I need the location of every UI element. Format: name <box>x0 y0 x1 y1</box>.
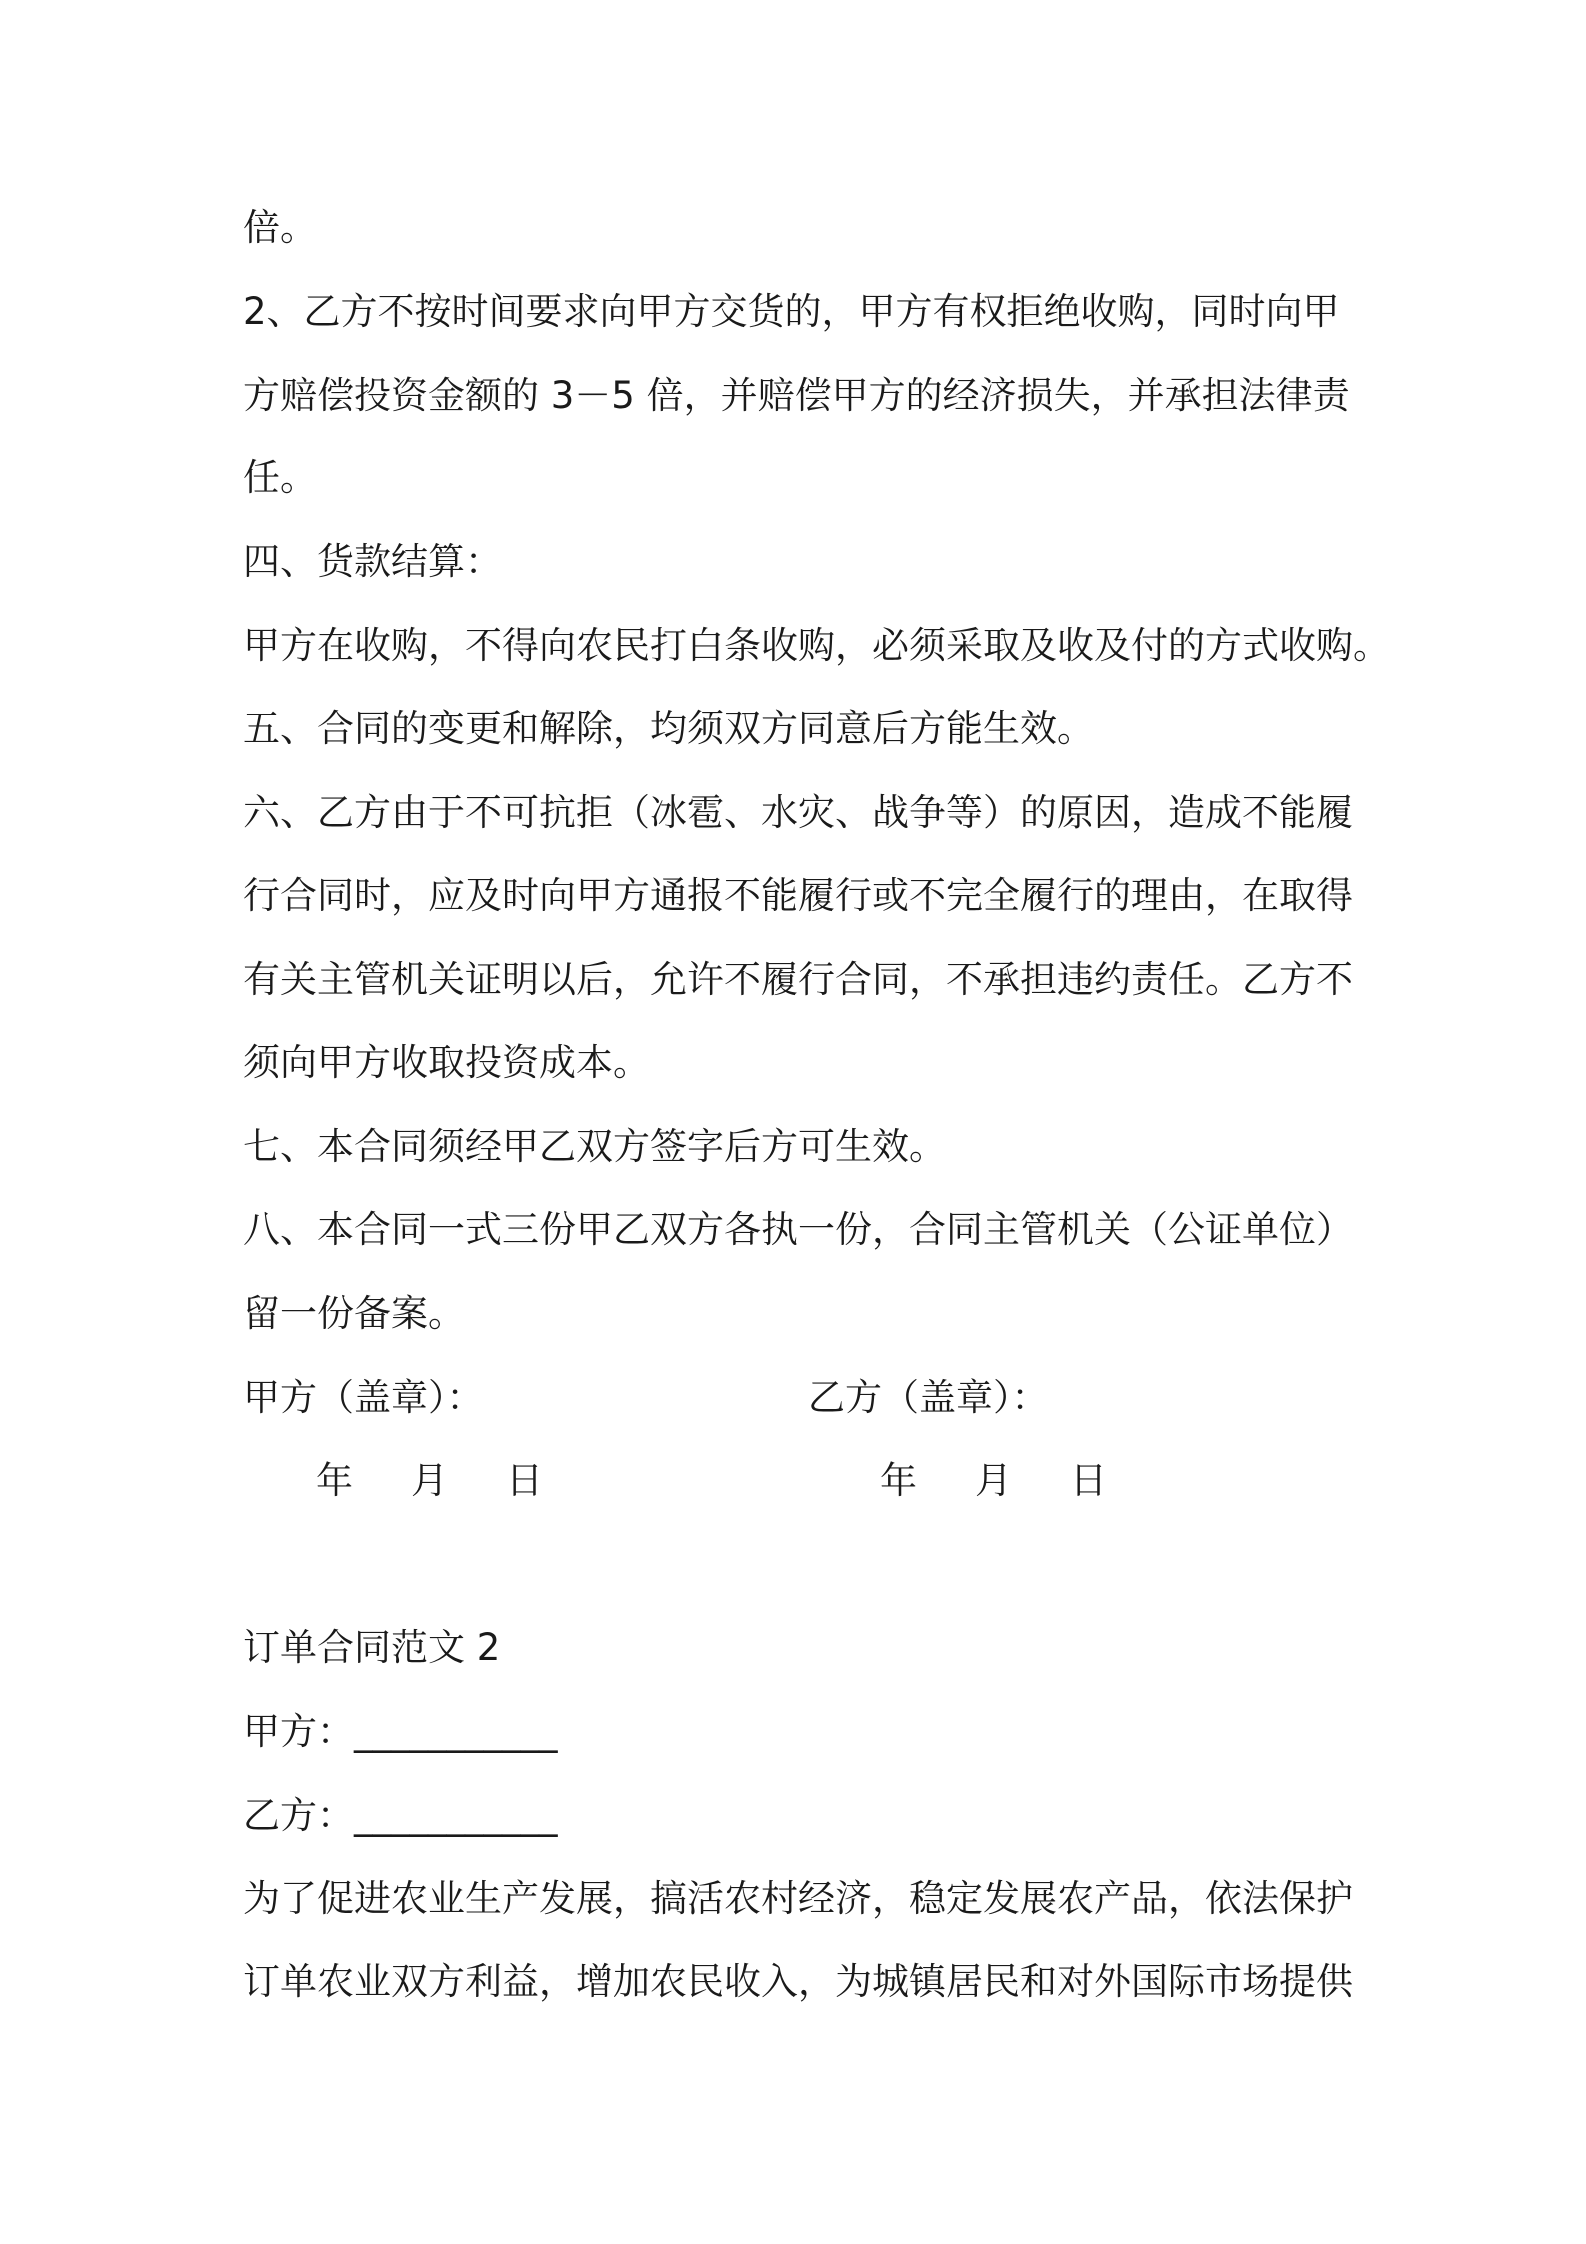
party-b-date <box>880 1457 1107 1505</box>
date-day: 日 <box>1070 1459 1107 1502</box>
paragraph-line: 订单农业双方利益，增加农民收入，为城镇居民和对外国际市场提供 <box>243 1960 1353 2003</box>
paragraph-line: 任。 <box>243 456 317 499</box>
paragraph-line: 留一份备案。 <box>243 1292 465 1335</box>
party-a-field: 甲方：___________ <box>243 1710 558 1753</box>
date-year: 年 <box>880 1459 917 1502</box>
party-a-date <box>316 1457 543 1505</box>
paragraph-line: 有关主管机关证明以后，允许不履行合同，不承担违约责任。乙方不 <box>243 958 1353 1001</box>
paragraph-line: 为了促进农业生产发展，搞活农村经济，稳定发展农产品，依法保护 <box>243 1877 1353 1920</box>
date-year: 年 <box>316 1459 353 1502</box>
paragraph-line: 方赔偿投资金额的 3－5 倍，并赔偿甲方的经济损失，并承担法律责 <box>243 374 1350 417</box>
section-title: 订单合同范文 2 <box>243 1626 501 1669</box>
section-heading: 四、货款结算： <box>243 540 502 583</box>
paragraph-line: 六、乙方由于不可抗拒（冰雹、水灾、战争等）的原因，造成不能履 <box>243 791 1353 834</box>
paragraph-line: 五、合同的变更和解除，均须双方同意后方能生效。 <box>243 707 1094 750</box>
party-a-seal-label: 甲方（盖章）： <box>243 1376 484 1419</box>
paragraph-line: 倍。 <box>243 206 317 249</box>
date-month: 月 <box>411 1459 448 1502</box>
date-day: 日 <box>506 1459 543 1502</box>
paragraph-line: 须向甲方收取投资成本。 <box>243 1041 650 1084</box>
party-b-field: 乙方：___________ <box>243 1794 558 1837</box>
paragraph-line: 行合同时，应及时向甲方通报不能履行或不完全履行的理由，在取得 <box>243 874 1353 917</box>
paragraph-line: 八、本合同一式三份甲乙双方各执一份，合同主管机关（公证单位） <box>243 1208 1353 1251</box>
party-b-seal-label: 乙方（盖章）： <box>808 1376 1049 1419</box>
paragraph-line: 2、乙方不按时间要求向甲方交货的，甲方有权拒绝收购，同时向甲 <box>243 290 1340 333</box>
date-month: 月 <box>975 1459 1012 1502</box>
paragraph-line: 七、本合同须经甲乙双方签字后方可生效。 <box>243 1125 946 1168</box>
paragraph-line: 甲方在收购，不得向农民打白条收购，必须采取及收及付的方式收购。 <box>243 624 1390 667</box>
